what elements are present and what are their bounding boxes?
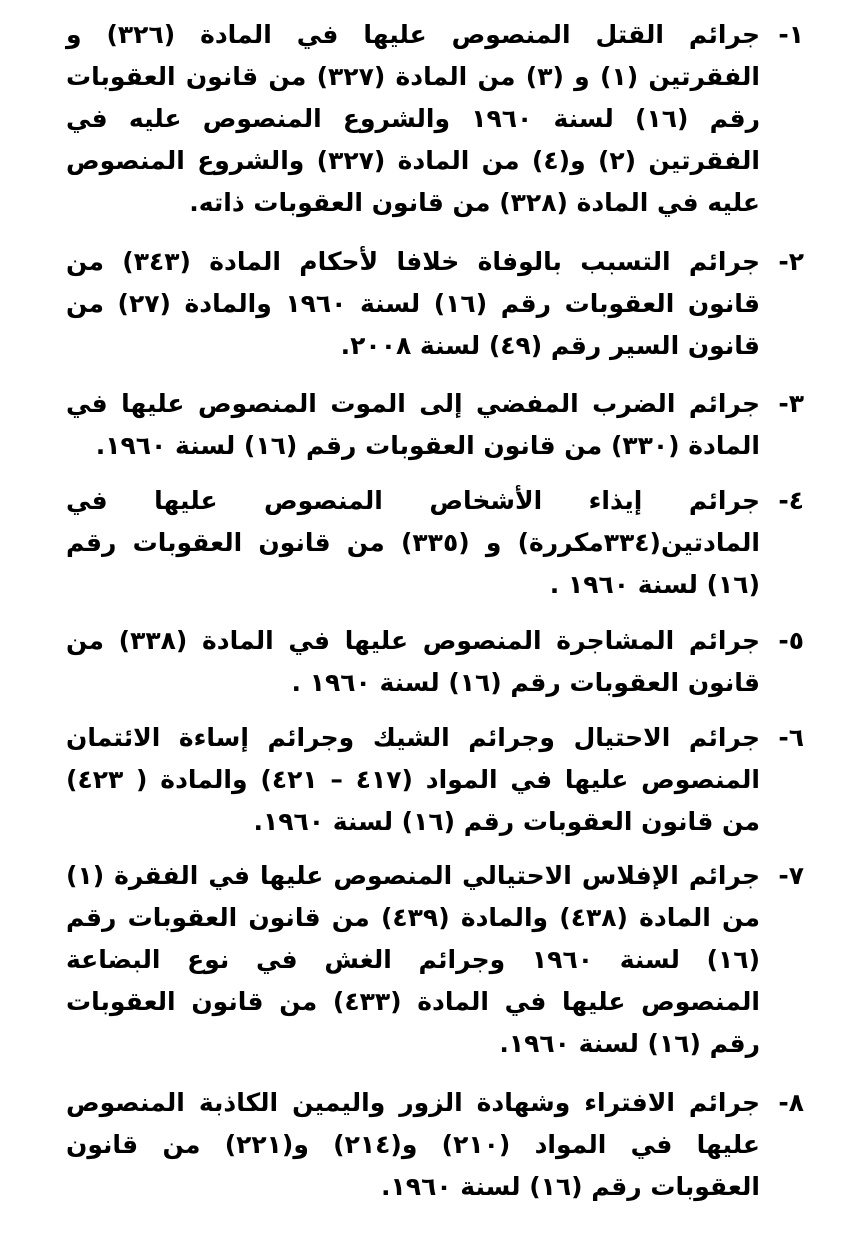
list-item [66, 241, 804, 383]
item-text: جرائم القتل المنصوص عليها في المادة (٣٢٦) و الفقرتين (١) و (٣) من المادة (٣٢٧) من قانون العقوبات رقم (١٦) لسنة ١٩٦٠ والشروع المنصوص عليه في الفقرتين (٢) و(٤) من المادة (٣٢٧) والشروع المنصوص عليه في المادة (٣٢٨) من قانون العقوبات ذاته. [66, 20, 761, 217]
item-number: ٦- [778, 723, 804, 752]
item-text: جرائم الإفلاس الاحتيالي المنصوص عليها في الفقرة (١) من المادة (٤٣٨) والمادة (٤٣٩) من قانون العقوبات رقم (١٦) لسنة ١٩٦٠ وجرائم الغش في نوع البضاعة المنصوص عليها في المادة (٤٣٣) من قانون العقوبات رقم (١٦) لسنة ١٩٦٠. [66, 861, 760, 1058]
item-number: ٥- [778, 626, 804, 655]
item-number: ٧- [778, 861, 804, 890]
item-text: جرائم إيذاء الأشخاص المنصوص عليها في المادتين(٣٣٤مكررة) و (٣٣٥) من قانون العقوبات رقم (١٦) لسنة ١٩٦٠ . [66, 486, 760, 599]
item-number: ٣- [778, 389, 804, 418]
item-text: جرائم الضرب المفضي إلى الموت المنصوص عليها في المادة (٣٣٠) من قانون العقوبات رقم (١٦) لسنة ١٩٦٠. [66, 389, 760, 460]
list-item [66, 14, 804, 241]
list-item [66, 383, 804, 480]
item-number: ٢- [778, 247, 804, 276]
list-item [66, 717, 804, 855]
crime-list [66, 14, 804, 1222]
list-item [66, 855, 804, 1082]
list-item [66, 480, 804, 620]
item-number: ٨- [778, 1088, 804, 1117]
item-number: ١- [778, 20, 804, 49]
list-item [66, 620, 804, 717]
item-text: جرائم الاحتيال وجرائم الشيك وجرائم إساءة الائتمان المنصوص عليها في المواد (٤١٧ – ٤٢١) والمادة ( ٤٢٣) من قانون العقوبات رقم (١٦) لسنة ١٩٦٠. [66, 723, 760, 836]
item-number: ٤- [778, 486, 804, 515]
list-item [66, 1082, 804, 1222]
item-text: جرائم المشاجرة المنصوص عليها في المادة (٣٣٨) من قانون العقوبات رقم (١٦) لسنة ١٩٦٠ . [66, 626, 760, 697]
item-text: جرائم التسبب بالوفاة خلافا لأحكام المادة (٣٤٣) من قانون العقوبات رقم (١٦) لسنة ١٩٦٠ والمادة (٢٧) من قانون السير رقم (٤٩) لسنة ٢٠٠٨. [66, 247, 760, 360]
item-text: جرائم الافتراء وشهادة الزور واليمين الكاذبة المنصوص عليها في المواد (٢١٠) و(٢١٤) و(٢٢١) من قانون العقوبات رقم (١٦) لسنة ١٩٦٠. [66, 1088, 760, 1201]
